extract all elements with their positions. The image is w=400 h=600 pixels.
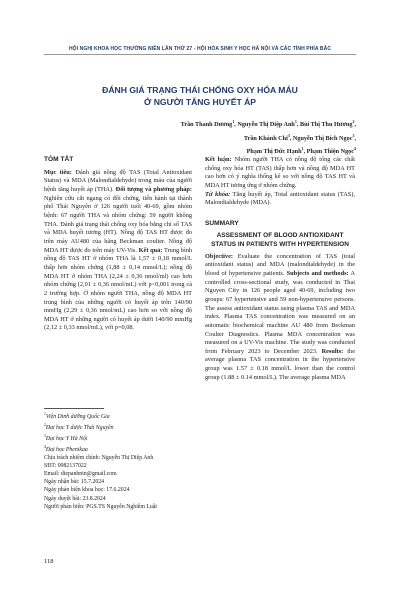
reviewer: Người phản biện: PGS.TS Nguyễn Nghiêm Luật — [44, 503, 157, 510]
page-number: 118 — [44, 558, 54, 565]
affiliation: $^3$Đại học Y Hà Nội — [44, 434, 88, 442]
right-column — [205, 156, 355, 382]
conference-header: HỘI NGHỊ KHOA HỌC THƯỜNG NIÊN LẦN THỨ 27 - HỘI HÓA SINH Y HỌC HÀ NỘI VÀ CÁC TỈNH PHÍA BẮC — [68, 46, 332, 52]
summary-vn-continued: Kết luận: Nhóm người THA có nồng độ tổng các chất chống oxy hóa HT (TAS) thấp hơn và nồng độ MDA HT cao hơn có ý nghĩa thống kê so với nồng độ TAS HT và MDA HT tương ứng ở nhóm chứng. — [205, 156, 355, 189]
author: Trần Khánh Chi$^3$ — [243, 132, 290, 142]
summary-vn-body: Mục tiêu: Đánh giá nồng độ TAS (Total Antioxidant Status) và MDA (Malondialdehyde) trong máu của người bệnh tăng huyết áp (THA). Đối tượng và phương pháp: Nghiên cứu cắt ngang có đối chứng, tiến hành tại thành phố Thái Nguyên ở 126 người tuổi 40-69, gồm nhóm bệnh: 67 người THA và nhóm chứng: 59 người không THA. Đánh giá trạng thái chống oxy hóa bằng chỉ số TAS và MDA huyết tương (HT). Nồng độ TAS HT được đo trên máy AU480 của hãng Beckman coulter. Nồng độ MDA HT được đo trên máy UV-Vis. Kết quả: Trung bình nồng độ TAS HT ở nhóm THA là 1,57 ± 0,18 mmol/L thấp hơn nhóm chứng (1,88 ± 0,14 mmol/L); nồng độ MDA HT ở nhóm THA (2,24 ± 0,36 nmol/ml) cao hơn nhóm chứng (2,01 ± 0,36 nmol/mL) với p<0,001 trong cả 2 trường hợp. Ở nhóm người THA, nồng độ MDA HT trung bình của những người có huyết áp trên 140/90 mmHg (2,29 ± 0,36 nmol/mL) cao hơn so với nồng độ MDA HT ở những người có huyết áp dưới 140/90 mmHg (2,12 ± 0,33 nmol/mL), với p=0,08. — [44, 168, 193, 332]
article-title — [60, 84, 340, 108]
author: Trần Thanh Dương$^1$ — [180, 119, 235, 129]
footnotes — [44, 410, 194, 511]
left-column — [44, 156, 192, 333]
phone: SĐT: 0982137022 — [44, 463, 87, 470]
email: Email: diepanhnin@gmail.com — [44, 471, 117, 478]
approval-date: Ngày duyệt bài: 23.8.2024 — [44, 495, 106, 502]
author-list: Trần Thanh Dương$^1$, Nguyễn Thị Diệp Anh$^1$, Bùi Thị Thu Hương$^2$, Trần Khánh Chi$^3$, Nguyễn Thị Bích Ngọc$^3$, Phạm Thị Đức Hạnh$^1$, Phạm Thiện Ngọc$^4$ — [180, 119, 356, 156]
summary-en-body: Objective: Evaluate the concentration of TAS (total antioxidant status) and MDA (malondialdehyde) in the blood of hypertensive patients. Subjects and methods: A controlled cross-sectional study, was conducted in Thai Nguyen City in 126 people aged 40-69, including two groups: 67 hypertensive and 59 non-hypertensive persons. The assess antioxidant status using plasma TAS and MDA index. Plasma TAS concentration was measured on an automatic biochemical machine AU 480 from Beckman Coulter Diagnostics. Plasma MDA concentration was measured on a UV-Vis machine. The study was conducted from February 2023 to December 2023. Results: the average plasma TAS concentration in the hypertensive group was 1.57 ± 0.18 mmol/L lower than the control group (1.88 ± 0.14 mmol/L). The average plasma MDA — [205, 252, 355, 381]
author: Phạm Thị Đức Hạnh$^1$ — [246, 146, 304, 156]
review-date: Ngày phản biện khoa học: 17.6.2024 — [44, 487, 130, 494]
summary-vn-heading: TÓM TẮT — [44, 156, 74, 163]
footnote-divider — [44, 408, 104, 409]
author: Phạm Thiện Ngọc$^4$ — [306, 146, 356, 156]
summary-en-title: ASSESSMENT OF BLOOD ANTIOXIDANT STATUS IN PATIENTS WITH HYPERTENSION — [211, 231, 349, 248]
author: Nguyễn Thị Bích Ngọc$^3$ — [292, 132, 355, 142]
affiliation: $^4$Đại học Phenikaa — [44, 445, 88, 453]
title-line-1: ĐÁNH GIÁ TRẠNG THÁI CHỐNG OXY HÓA MÁU — [102, 85, 298, 95]
author: Bùi Thị Thu Hương$^2$ — [299, 119, 355, 129]
title-line-2: Ở NGƯỜI TĂNG HUYẾT ÁP — [143, 97, 257, 107]
received-date: Ngày nhận bài: 15.7.2024 — [44, 479, 105, 486]
summary-en-heading: SUMMARY — [205, 219, 239, 227]
affiliation: $^2$Đại học Y dược Thái Nguyên — [44, 423, 114, 431]
author: Nguyễn Thị Diệp Anh$^1$ — [237, 119, 297, 129]
keywords: Từ khóa: Tăng huyết áp, Total antioxidant status (TAS), Malondialdehyde (MDA). — [205, 190, 355, 207]
affiliation: $^1$Viện Dinh dưỡng Quốc Gia — [44, 412, 110, 420]
header-divider — [44, 54, 356, 55]
responsible-author: Chịu trách nhiệm chính: Nguyễn Thị Diệp Anh — [44, 455, 154, 462]
